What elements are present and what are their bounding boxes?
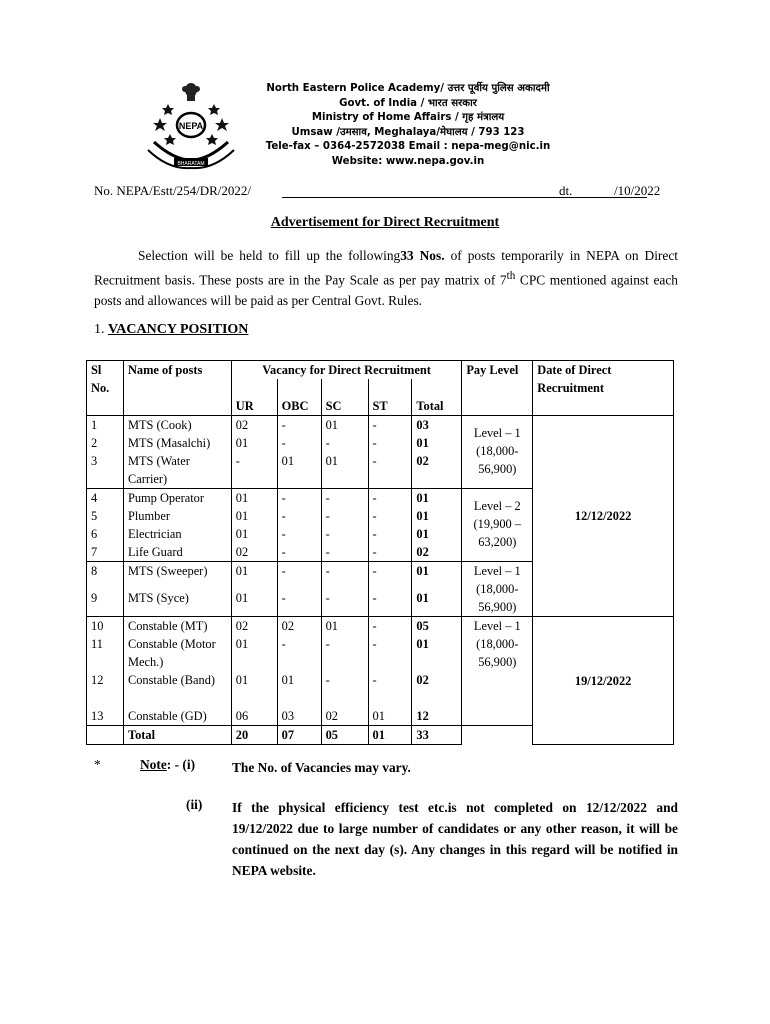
row-sc: 01 xyxy=(321,452,368,489)
section-title: VACANCY POSITION xyxy=(108,322,249,337)
row-sc: - xyxy=(321,671,368,707)
row-ur: 02 xyxy=(231,543,277,562)
row-ur: 01 xyxy=(231,525,277,543)
row-st: - xyxy=(368,635,412,671)
intro-text-2: of posts temporarily in NEPA on Direct Recruitment basis. These posts are in the Pay Scale as per pay matrix of 7 xyxy=(94,248,678,288)
sub-st: ST xyxy=(368,379,412,416)
intro-text-3: CPC mentioned against each posts and allowances will be paid as per Central Govt. Rules. xyxy=(94,272,678,309)
vacancy-table xyxy=(86,360,674,745)
row-total: 03 xyxy=(412,416,462,435)
row-ur: 01 xyxy=(231,562,277,590)
row-sl: 5 xyxy=(87,507,124,525)
table-row xyxy=(87,617,674,636)
total-total: 33 xyxy=(412,726,462,745)
row-st: - xyxy=(368,525,412,543)
row-name: MTS (Sweeper) xyxy=(123,562,231,590)
row-sl: 10 xyxy=(87,617,124,636)
total-obc: 07 xyxy=(277,726,321,745)
row-sl: 13 xyxy=(87,707,124,726)
sub-ur: UR xyxy=(231,379,277,416)
row-sl: 1 xyxy=(87,416,124,435)
nepa-logo xyxy=(144,80,238,172)
row-name: MTS (Water Carrier) xyxy=(123,452,231,489)
row-sc: - xyxy=(321,543,368,562)
header-ministry: Ministry of Home Affairs / गृह मंत्रालय xyxy=(311,112,505,124)
note-star: * xyxy=(94,757,101,772)
row-obc: - xyxy=(277,525,321,543)
recruitment-date-cell: 12/12/2022 xyxy=(533,416,674,617)
note-i-label: : - (i) xyxy=(166,757,196,772)
total-label: Total xyxy=(123,726,231,745)
row-sl: 6 xyxy=(87,525,124,543)
table-row xyxy=(87,416,674,435)
note-i xyxy=(94,757,678,797)
row-st: - xyxy=(368,562,412,590)
row-sl: 2 xyxy=(87,434,124,452)
row-sc: - xyxy=(321,434,368,452)
row-total: 01 xyxy=(412,507,462,525)
intro-count: 33 Nos. xyxy=(400,248,445,263)
row-total: 02 xyxy=(412,543,462,562)
row-st: - xyxy=(368,489,412,508)
row-sl: 3 xyxy=(87,452,124,489)
intro-sup: th xyxy=(506,270,516,282)
date-value: /10/2022 xyxy=(614,183,661,198)
row-ur: 02 xyxy=(231,416,277,435)
reference-number: No. NEPA/Estt/254/DR/2022/ xyxy=(94,183,251,198)
row-st: - xyxy=(368,671,412,707)
note-i-text: The No. of Vacancies may vary. xyxy=(232,760,411,775)
row-st: - xyxy=(368,543,412,562)
row-name: Constable (Motor Mech.) xyxy=(123,635,231,671)
row-total: 02 xyxy=(412,671,462,707)
pay-level-cell: Level – 1 (18,000-56,900) xyxy=(462,416,533,489)
header-pay-level: Pay Level xyxy=(462,361,533,416)
section-number: 1. xyxy=(94,322,108,337)
sub-obc: OBC xyxy=(277,379,321,416)
total-ur: 20 xyxy=(231,726,277,745)
document-title: Advertisement for Direct Recruitment xyxy=(270,215,500,230)
row-ur: 02 xyxy=(231,617,277,636)
row-obc: 03 xyxy=(277,707,321,726)
row-total: 01 xyxy=(412,562,462,590)
row-name: MTS (Syce) xyxy=(123,589,231,617)
row-obc: - xyxy=(277,589,321,617)
row-sc: - xyxy=(321,562,368,590)
sub-sc: SC xyxy=(321,379,368,416)
recruitment-date-cell: 19/12/2022 xyxy=(533,617,674,745)
row-sc: - xyxy=(321,489,368,508)
row-obc: - xyxy=(277,489,321,508)
row-ur: 01 xyxy=(231,635,277,671)
header-vacancy: Vacancy for Direct Recruitment xyxy=(231,361,462,380)
pay-level-cell: Level – 1 (18,000-56,900) xyxy=(462,617,533,726)
total-sc: 05 xyxy=(321,726,368,745)
row-sl: 4 xyxy=(87,489,124,508)
row-sc: 02 xyxy=(321,707,368,726)
row-name: Plumber xyxy=(123,507,231,525)
row-ur: - xyxy=(231,452,277,489)
row-name: Electrician xyxy=(123,525,231,543)
row-total: 02 xyxy=(412,452,462,489)
row-total: 01 xyxy=(412,589,462,617)
row-sl: 7 xyxy=(87,543,124,562)
row-obc: - xyxy=(277,635,321,671)
row-name: Life Guard xyxy=(123,543,231,562)
header-contact: Tele-fax – 0364-2572038 Email : nepa-meg@nic.in xyxy=(265,141,551,153)
date-label: dt. xyxy=(559,183,573,198)
row-ur: 01 xyxy=(231,434,277,452)
row-name: MTS (Cook) xyxy=(123,416,231,435)
row-total: 01 xyxy=(412,489,462,508)
header-address: Umsaw /उमसाव, Meghalaya/मेघालय / 793 123 xyxy=(291,126,525,138)
header-govt: Govt. of India / भारत सरकार xyxy=(339,97,477,109)
row-ur: 01 xyxy=(231,507,277,525)
note-ii-label: (ii) xyxy=(186,797,203,812)
row-total: 12 xyxy=(412,707,462,726)
row-obc: - xyxy=(277,562,321,590)
row-ur: 06 xyxy=(231,707,277,726)
svg-text:BHARATAM: BHARATAM xyxy=(177,161,205,167)
row-sl: 8 xyxy=(87,562,124,590)
intro-text-1: Selection will be held to fill up the following xyxy=(138,248,401,263)
row-name: Constable (Band) xyxy=(123,671,231,707)
row-sc: - xyxy=(321,525,368,543)
letterhead xyxy=(258,82,558,170)
pay-level-cell: Level – 2 (19,900 – 63,200) xyxy=(462,489,533,562)
row-sl: 11 xyxy=(87,635,124,671)
row-st: - xyxy=(368,434,412,452)
header-website: Website: www.nepa.gov.in xyxy=(331,155,485,167)
row-ur: 01 xyxy=(231,589,277,617)
row-obc: 01 xyxy=(277,671,321,707)
row-name: Pump Operator xyxy=(123,489,231,508)
total-sl xyxy=(87,726,124,745)
row-st: - xyxy=(368,416,412,435)
row-sc: - xyxy=(321,507,368,525)
row-obc: 01 xyxy=(277,452,321,489)
row-total: 01 xyxy=(412,635,462,671)
header-academy: North Eastern Police Academy/ उत्तर पूर्वीय पुलिस अकादमी xyxy=(266,83,550,94)
note-label-text: Note xyxy=(140,757,167,772)
row-obc: - xyxy=(277,434,321,452)
row-sl: 9 xyxy=(87,589,124,617)
reference-underline xyxy=(282,197,647,198)
total-st: 01 xyxy=(368,726,412,745)
row-name: Constable (GD) xyxy=(123,707,231,726)
table-header-row xyxy=(87,361,674,380)
row-sc: 01 xyxy=(321,617,368,636)
sub-total: Total xyxy=(412,379,462,416)
header-name: Name of posts xyxy=(123,361,231,416)
row-st: 01 xyxy=(368,707,412,726)
row-ur: 01 xyxy=(231,489,277,508)
row-obc: - xyxy=(277,543,321,562)
row-obc: - xyxy=(277,416,321,435)
header-date: Date of Direct Recruitment xyxy=(533,361,674,416)
row-obc: 02 xyxy=(277,617,321,636)
header-sl: Sl No. xyxy=(87,361,124,416)
row-st: - xyxy=(368,589,412,617)
section-heading xyxy=(94,322,248,338)
row-sc: - xyxy=(321,635,368,671)
row-st: - xyxy=(368,507,412,525)
row-name: Constable (MT) xyxy=(123,617,231,636)
row-sc: 01 xyxy=(321,416,368,435)
row-sl: 12 xyxy=(87,671,124,707)
row-st: - xyxy=(368,452,412,489)
intro-paragraph xyxy=(94,245,678,311)
row-name: MTS (Masalchi) xyxy=(123,434,231,452)
row-obc: - xyxy=(277,507,321,525)
pay-level-cell: Level – 1 (18,000-56,900) xyxy=(462,562,533,617)
row-st: - xyxy=(368,617,412,636)
row-sc: - xyxy=(321,589,368,617)
row-ur: 01 xyxy=(231,671,277,707)
notes xyxy=(94,757,678,878)
emblem-icon xyxy=(182,83,200,101)
row-total: 01 xyxy=(412,434,462,452)
note-ii-text: If the physical efficiency test etc.is not completed on 12/12/2022 and 19/12/2022 due to large number of candidates or any other reason, it will be continued on the next day (s). Any changes in this regard will be notified in NEPA website. xyxy=(232,800,678,878)
note-label xyxy=(140,757,195,773)
svg-text:NEPA: NEPA xyxy=(178,121,204,131)
row-total: 05 xyxy=(412,617,462,636)
row-total: 01 xyxy=(412,525,462,543)
